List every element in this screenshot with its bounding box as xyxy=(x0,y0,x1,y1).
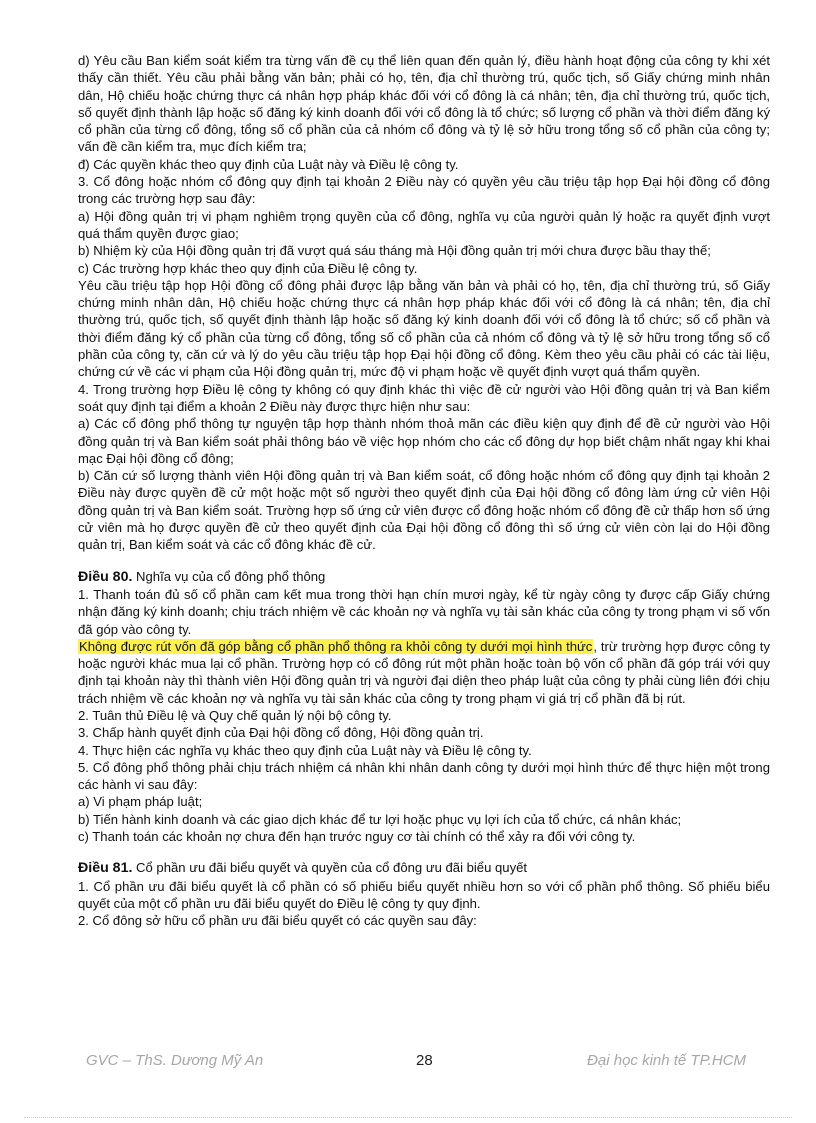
highlight-continuation: , trừ trường hợp được công ty hoặc người khác mua lại cổ phần. Trường hợp có cổ đông rút một phần hoặc toàn bộ vốn cổ phần đã góp trái với quy định tại khoản này thì thành viên Hội đồng quản trị và người đại diện theo pháp luật của công ty phải cùng liên đới chịu trách nhiệm về các khoản nợ và nghĩa vụ tài sản khác của công ty trong phạm vi giá trị cổ phần đã bị rút. xyxy=(78,638,770,706)
paragraph: d) Yêu cầu Ban kiểm soát kiểm tra từng vấn đề cụ thể liên quan đến quản lý, điều hành hoạt động của công ty khi xét thấy cần thiết. Yêu cầu phải bằng văn bản; phải có họ, tên, địa chỉ thường trú, quốc tịch, số Giấy chứng minh nhân dân, Hộ chiếu hoặc chứng thực cá nhân hợp pháp khác đối với cổ đông là cá nhân; tên, địa chỉ thường trú, quốc tịch, số quyết định thành lập hoặc số đăng ký kinh doanh đối với cổ đông là tổ chức; số lượng cổ phần và thời điểm đăng ký cổ phần của từng cổ đông, tổng số cổ phần của cả nhóm cổ đông và tỷ lệ sở hữu trong tổng số cổ phần của công ty; vấn đề cần kiểm tra, mục đích kiểm tra; xyxy=(78,53,770,155)
paragraph: b) Nhiệm kỳ của Hội đồng quản trị đã vượt quá sáu tháng mà Hội đồng quản trị mới chưa được bầu thay thế; xyxy=(78,243,711,259)
article-80-item: b) Tiến hành kinh doanh và các giao dịch khác để tư lợi hoặc phục vụ lợi ích của tổ chức, cá nhân khác; xyxy=(78,811,682,827)
article-81-item: 1. Cổ phần ưu đãi biểu quyết là cổ phần có số phiếu biểu quyết nhiều hơn so với cổ phần phổ thông. Số phiếu biểu quyết của một cổ phần ưu đãi biểu quyết do Điều lệ công ty quy định. xyxy=(78,878,770,911)
article-80-item: 5. Cổ đông phổ thông phải chịu trách nhiệm cá nhân khi nhân danh công ty dưới mọi hình thức để thực hiện một trong các hành vi sau đây: xyxy=(78,759,770,793)
article-80-item: 2. Tuân thủ Điều lệ và Quy chế quản lý nội bộ công ty. xyxy=(78,707,392,723)
paragraph: c) Các trường hợp khác theo quy định của Điều lệ công ty. xyxy=(78,260,418,276)
paragraph: đ) Các quyền khác theo quy định của Luật này và Điều lệ công ty. xyxy=(78,156,459,172)
article-80-highlight-paragraph xyxy=(78,638,770,707)
article-81-heading xyxy=(78,859,770,877)
article-81-number: Điều 81. xyxy=(78,860,133,877)
page-footer xyxy=(86,1052,746,1074)
paragraph: Yêu cầu triệu tập họp Hội đồng cổ đông phải được lập bằng văn bản và phải có họ, tên, địa chỉ thường trú, số Giấy chứng minh nhân dân, Hộ chiếu hoặc chứng thực cá nhân hợp pháp khác đối với cổ đông là cá nhân; tên, địa chỉ thường trú, quốc tịch, số quyết định thành lập hoặc số đăng ký kinh doanh đối với cổ đông là tổ chức; số cổ phần và thời điểm đăng ký cổ phần của từng cổ đông, tổng số cổ phần của cả nhóm cổ đông và tỷ lệ sở hữu trong tổng số cổ phần của công ty, căn cứ và lý do yêu cầu triệu tập họp Đại hội đồng cổ đông. Kèm theo yêu cầu phải có các tài liệu, chứng cứ về các vi phạm của Hội đồng quản trị, mức độ vi phạm hoặc về quyết định vượt quá thẩm quyền. xyxy=(78,277,770,380)
section-gap xyxy=(78,845,770,859)
article-80-item: 4. Thực hiện các nghĩa vụ khác theo quy định của Luật này và Điều lệ công ty. xyxy=(78,742,532,758)
article-80-number: Điều 80. xyxy=(78,568,133,585)
article-81-title: Cổ phần ưu đãi biểu quyết và quyền của cổ đông ưu đãi biểu quyết xyxy=(132,860,528,876)
paragraph: a) Các cổ đông phổ thông tự nguyện tập hợp thành nhóm thoả mãn các điều kiện quy định để đề cử người vào Hội đồng quản trị và Ban kiểm soát phải thông báo về việc họp nhóm cho các cổ đông dự họp biết chậm nhất ngay khi khai mạc Đại hội đồng cổ đông; xyxy=(78,416,770,466)
page-number: 28 xyxy=(416,1052,433,1069)
paragraph: a) Hội đồng quản trị vi phạm nghiêm trọng quyền của cổ đông, nghĩa vụ của người quản lý hoặc ra quyết định vượt quá thẩm quyền được giao; xyxy=(78,208,770,241)
article-80-item: a) Vi phạm pháp luật; xyxy=(78,794,203,810)
footer-author: GVC – ThS. Dương Mỹ An xyxy=(86,1052,264,1069)
footer-institution: Đại học kinh tế TP.HCM xyxy=(587,1052,746,1069)
article-80-item: 3. Chấp hành quyết định của Đại hội đồng cổ đông, Hội đồng quản trị. xyxy=(78,725,484,741)
paragraph: 4. Trong trường hợp Điều lệ công ty không có quy định khác thì việc đề cử người vào Hội đồng quản trị và Ban kiểm soát quy định tại điểm a khoản 2 Điều này được thực hiện như sau: xyxy=(78,381,770,414)
article-80-title: Nghĩa vụ của cổ đông phổ thông xyxy=(132,568,326,584)
paragraph: 3. Cổ đông hoặc nhóm cổ đông quy định tại khoản 2 Điều này có quyền yêu cầu triệu tập họp Đại hội đồng cổ đông trong các trường hợp sau đây: xyxy=(78,174,770,207)
document-body xyxy=(78,52,770,930)
article-80-heading xyxy=(78,568,770,586)
article-80-item-1: 1. Thanh toán đủ số cổ phần cam kết mua trong thời hạn chín mươi ngày, kể từ ngày công ty được cấp Giấy chứng nhận đăng ký kinh doanh; chịu trách nhiệm về các khoản nợ và nghĩa vụ tài sản khác của công ty trong phạm vi số vốn đã góp vào công ty. xyxy=(78,586,770,637)
section-gap xyxy=(78,554,770,568)
highlighted-text: Không được rút vốn đã góp bằng cổ phần phổ thông ra khỏi công ty dưới mọi hình thức xyxy=(79,638,593,654)
article-81-item: 2. Cổ đông sở hữu cổ phần ưu đãi biểu quyết có các quyền sau đây: xyxy=(78,913,477,929)
paragraph: b) Căn cứ số lượng thành viên Hội đồng quản trị và Ban kiểm soát, cổ đông hoặc nhóm cổ đông quy định tại khoản 2 Điều này được quyền đề cử một hoặc một số người theo quyết định của Đại hội đồng cổ đông làm ứng cử viên Hội đồng quản trị và Ban kiểm soát. Trường hợp số ứng cử viên được cổ đông hoặc nhóm cổ đông đề cử thấp hơn số ứng cử viên mà họ được quyền đề cử theo quyết định của Đại hội đồng cổ đông thì số ứng cử viên còn lại do Hội đồng quản trị, Ban kiểm soát và các cổ đông khác đề cử. xyxy=(78,468,770,553)
article-80-item: c) Thanh toán các khoản nợ chưa đến hạn trước nguy cơ tài chính có thể xảy ra đối với công ty. xyxy=(78,829,636,845)
page-bottom-divider xyxy=(24,1117,792,1118)
